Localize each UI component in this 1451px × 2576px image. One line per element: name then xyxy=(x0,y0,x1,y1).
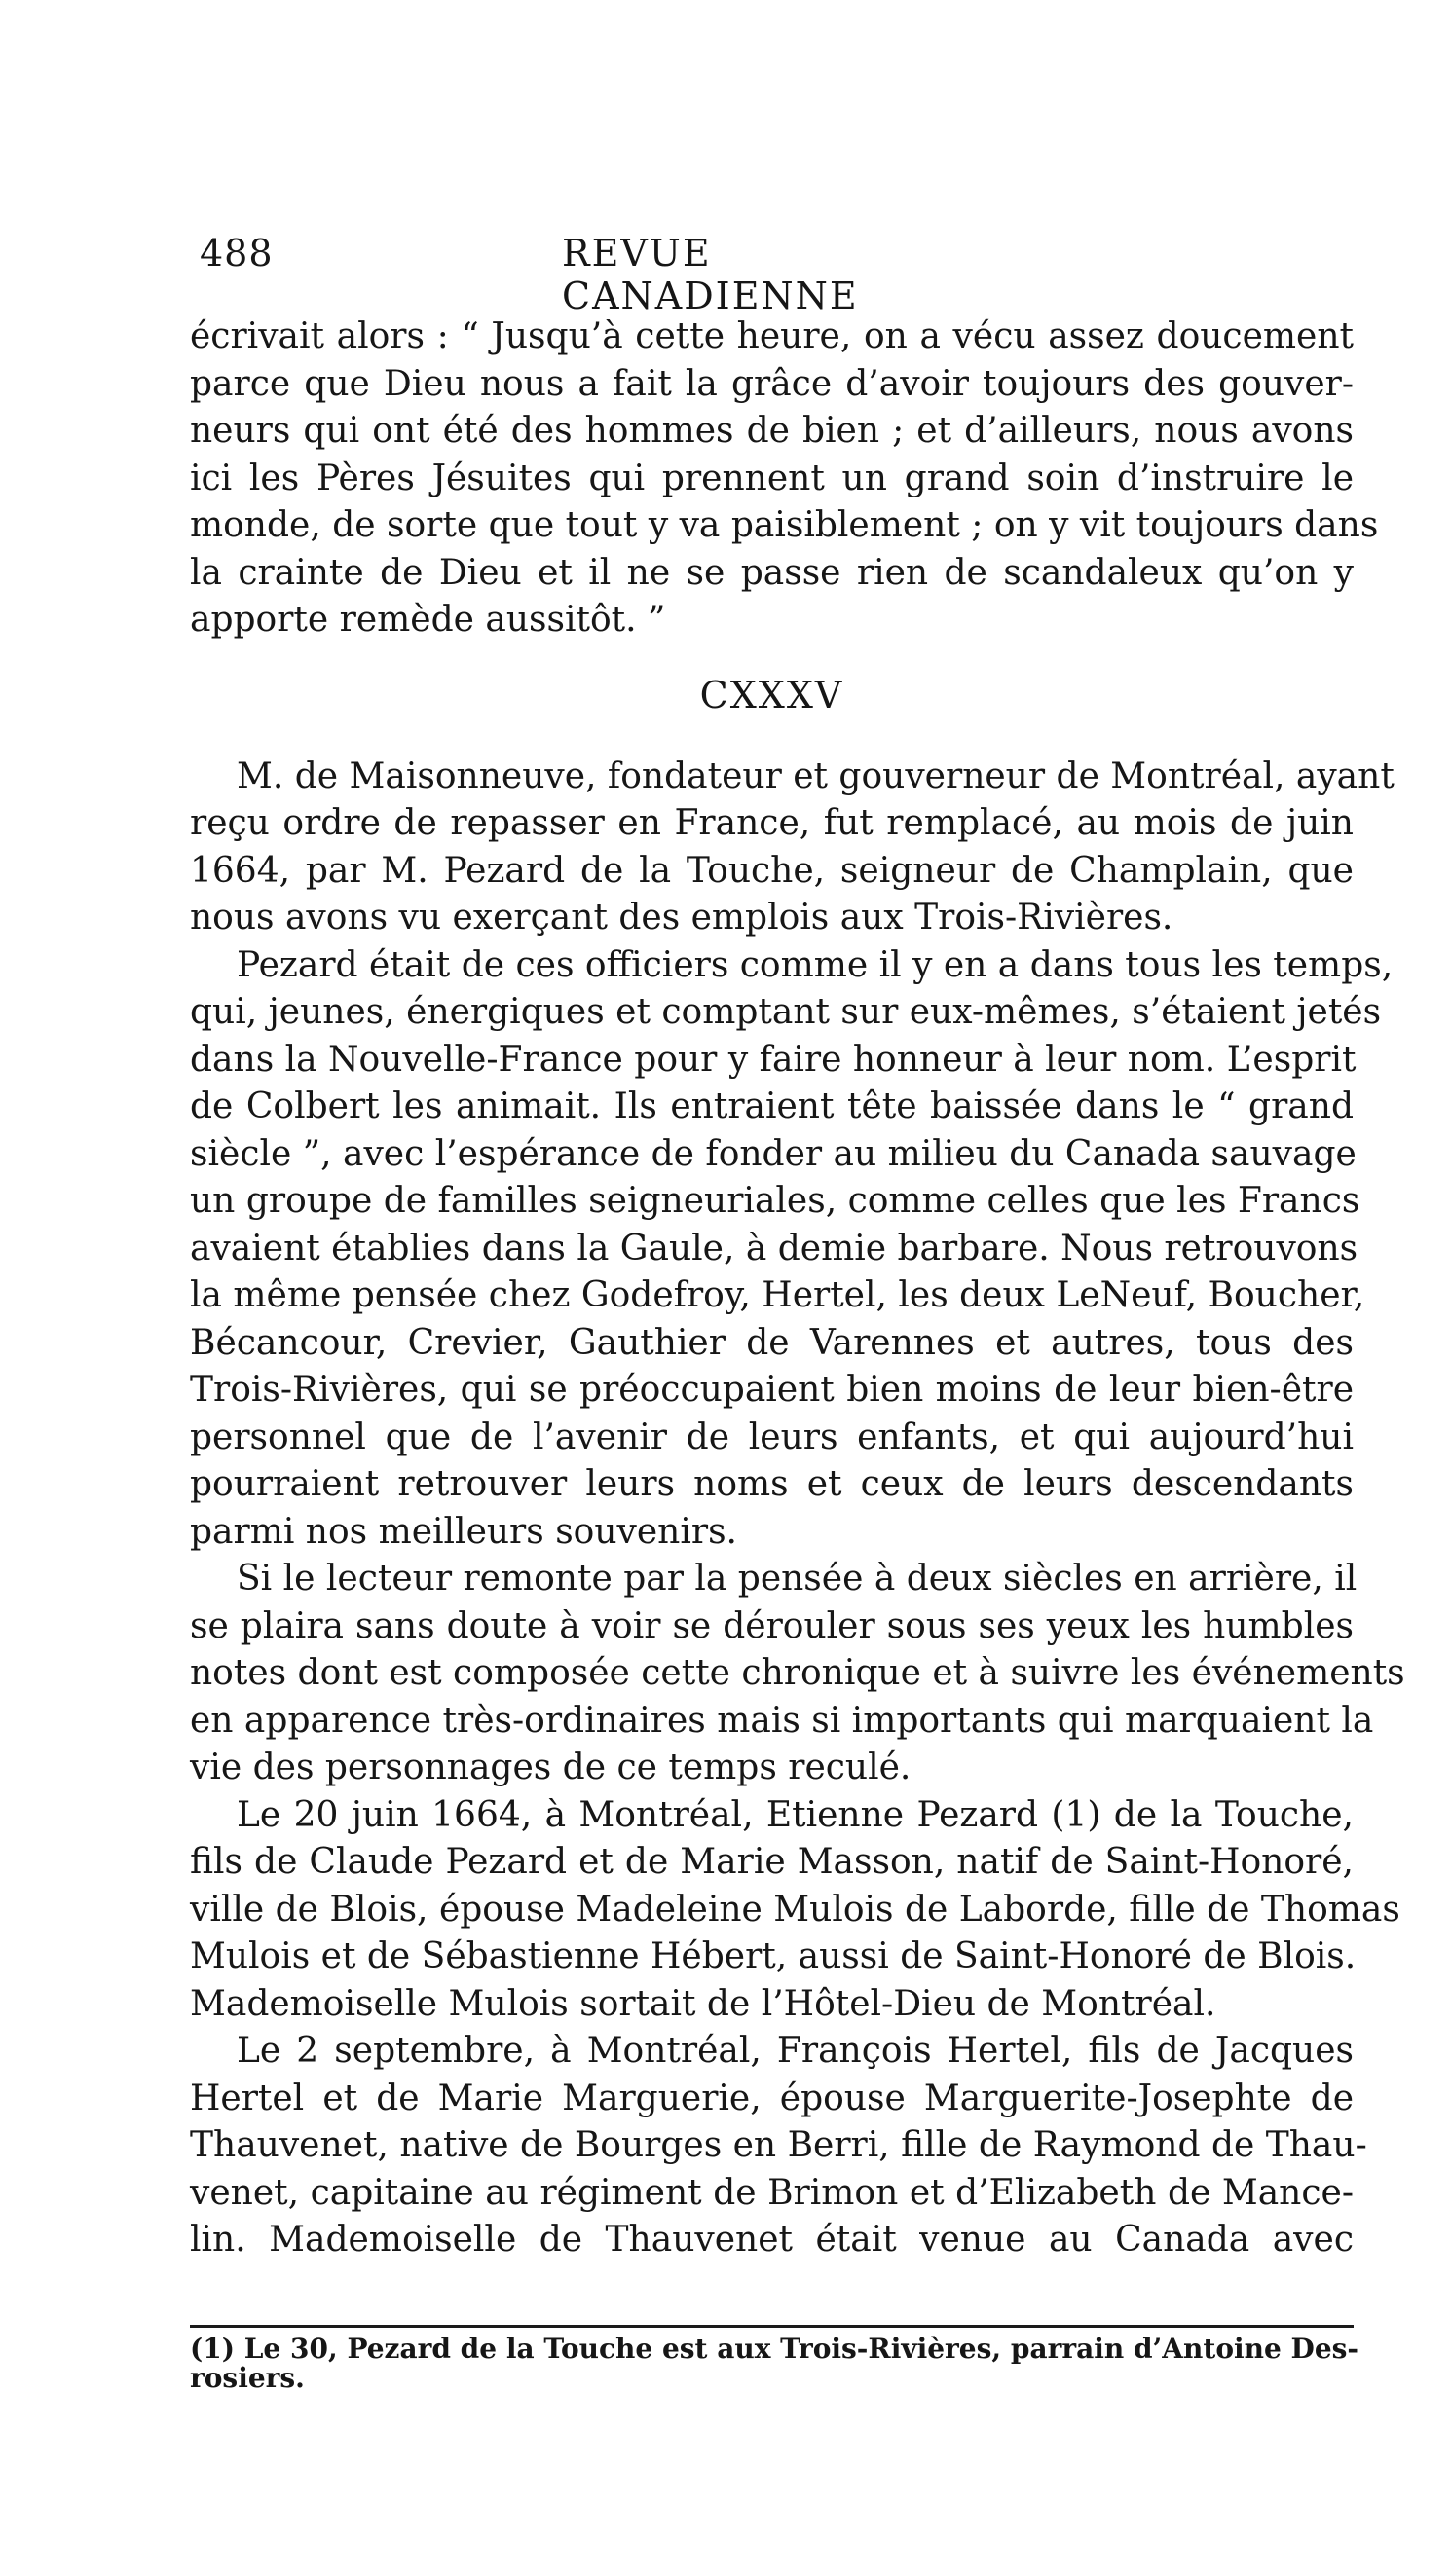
paragraph-1 xyxy=(190,754,1395,942)
paragraph-intro xyxy=(190,313,1379,644)
text-line: Pezard était de ces officiers comme il y en a dans tous les temps, xyxy=(237,944,1394,985)
text-line: 1664, par M. Pezard de la Touche, seigneur de Champlain, que xyxy=(190,850,1354,891)
text-line: M. de Maisonneuve, fondateur et gouverneur de Montréal, ayant xyxy=(237,755,1395,796)
text-line: monde, de sorte que tout y va paisiblement ; on y vit toujours dans xyxy=(190,505,1379,545)
text-line: dans la Nouvelle-France pour y faire honneur à leur nom. L’esprit xyxy=(190,1039,1357,1080)
body-text xyxy=(190,313,1405,2264)
text-line: venet, capitaine au régiment de Brimon et d’Elizabeth de Mance- xyxy=(190,2172,1354,2213)
footnote xyxy=(190,2333,1359,2394)
text-line: ici les Pères Jésuites qui prennent un grand soin d’instruire le xyxy=(190,458,1354,498)
text-line: se plaira sans doute à voir se dérouler sous ses yeux les humbles xyxy=(190,1605,1354,1646)
text-line: nous avons vu exerçant des emplois aux Trois-Rivières. xyxy=(190,898,1173,938)
text-line: Thauvenet, native de Bourges en Berri, fille de Raymond de Thau- xyxy=(190,2125,1367,2165)
section-heading: CXXXV xyxy=(699,673,844,717)
text-line: Si le lecteur remonte par la pensée à deux siècles en arrière, il xyxy=(237,1559,1358,1599)
text-line: ville de Blois, épouse Madeleine Mulois de Laborde, fille de Thomas xyxy=(190,1889,1400,1930)
text-line: siècle ”, avec l’espérance de fonder au milieu du Canada sauvage xyxy=(190,1133,1357,1174)
text-line: reçu ordre de repasser en France, fut remplacé, au mois de juin xyxy=(190,803,1354,843)
text-line: un groupe de familles seigneuriales, comme celles que les Francs xyxy=(190,1181,1360,1221)
text-line: écrivait alors : “ Jusqu’à cette heure, on a vécu assez doucement xyxy=(190,316,1354,356)
text-line: avaient établies dans la Gaule, à demie barbare. Nous retrouvons xyxy=(190,1228,1358,1269)
text-line: personnel que de l’avenir de leurs enfants, et qui aujourd’hui xyxy=(190,1417,1354,1457)
running-head: REVUE CANADIENNE xyxy=(562,232,859,317)
text-line: de Colbert les animait. Ils entraient tête baissée dans le “ grand xyxy=(190,1086,1354,1126)
footnote-line: rosiers. xyxy=(190,2362,305,2394)
footnote-line: (1) Le 30, Pezard de la Touche est aux Trois-Rivières, parrain d’Antoine Des- xyxy=(190,2333,1359,2365)
text-line: neurs qui ont été des hommes de bien ; et d’ailleurs, nous avons xyxy=(190,411,1354,451)
text-line: Hertel et de Marie Marguerie, épouse Marguerite-Josephte de xyxy=(190,2078,1354,2118)
text-line: la crainte de Dieu et il ne se passe rien de scandaleux qu’on y xyxy=(190,552,1354,593)
text-line: fils de Claude Pezard et de Marie Masson, natif de Saint-Honoré, xyxy=(190,1842,1354,1882)
text-line: parce que Dieu nous a fait la grâce d’avoir toujours des gouver- xyxy=(190,363,1354,404)
paragraph-5 xyxy=(190,2028,1367,2264)
text-line: vie des personnages de ce temps reculé. xyxy=(190,1748,912,1787)
text-line: Le 20 juin 1664, à Montréal, Etienne Pezard (1) de la Touche, xyxy=(237,1794,1354,1835)
text-line: en apparence très-ordinaires mais si importants qui marquaient la xyxy=(190,1700,1374,1741)
text-line: Bécancour, Crevier, Gauthier de Varennes et autres, tous des xyxy=(190,1322,1354,1363)
page-header xyxy=(200,232,1008,317)
text-line: lin. Mademoiselle de Thauvenet était venue au Canada avec xyxy=(190,2220,1354,2260)
page-number: 488 xyxy=(200,232,274,275)
text-line: Le 2 septembre, à Montréal, François Hertel, fils de Jacques xyxy=(237,2031,1354,2071)
text-line: Mulois et de Sébastienne Hébert, aussi de Saint-Honoré de Blois. xyxy=(190,1936,1357,1976)
text-line: parmi nos meilleurs souvenirs. xyxy=(190,1511,737,1552)
text-line: Mademoiselle Mulois sortait de l’Hôtel-Dieu de Montréal. xyxy=(190,1983,1216,2024)
text-line: apporte remède aussitôt. ” xyxy=(190,600,666,640)
text-line: pourraient retrouver leurs noms et ceux de leurs descendants xyxy=(190,1464,1354,1504)
text-line: la même pensée chez Godefroy, Hertel, les deux LeNeuf, Boucher, xyxy=(190,1275,1365,1315)
footnote-divider xyxy=(190,2325,1354,2328)
paragraph-3 xyxy=(190,1556,1405,1792)
text-line: Trois-Rivières, qui se préoccupaient bien moins de leur bien-être xyxy=(190,1370,1354,1410)
text-line: qui, jeunes, énergiques et comptant sur eux-mêmes, s’étaient jetés xyxy=(190,992,1382,1032)
paragraph-2 xyxy=(190,942,1394,1557)
text-line: notes dont est composée cette chronique et à suivre les événements xyxy=(190,1653,1405,1693)
paragraph-4 xyxy=(190,1792,1400,2029)
